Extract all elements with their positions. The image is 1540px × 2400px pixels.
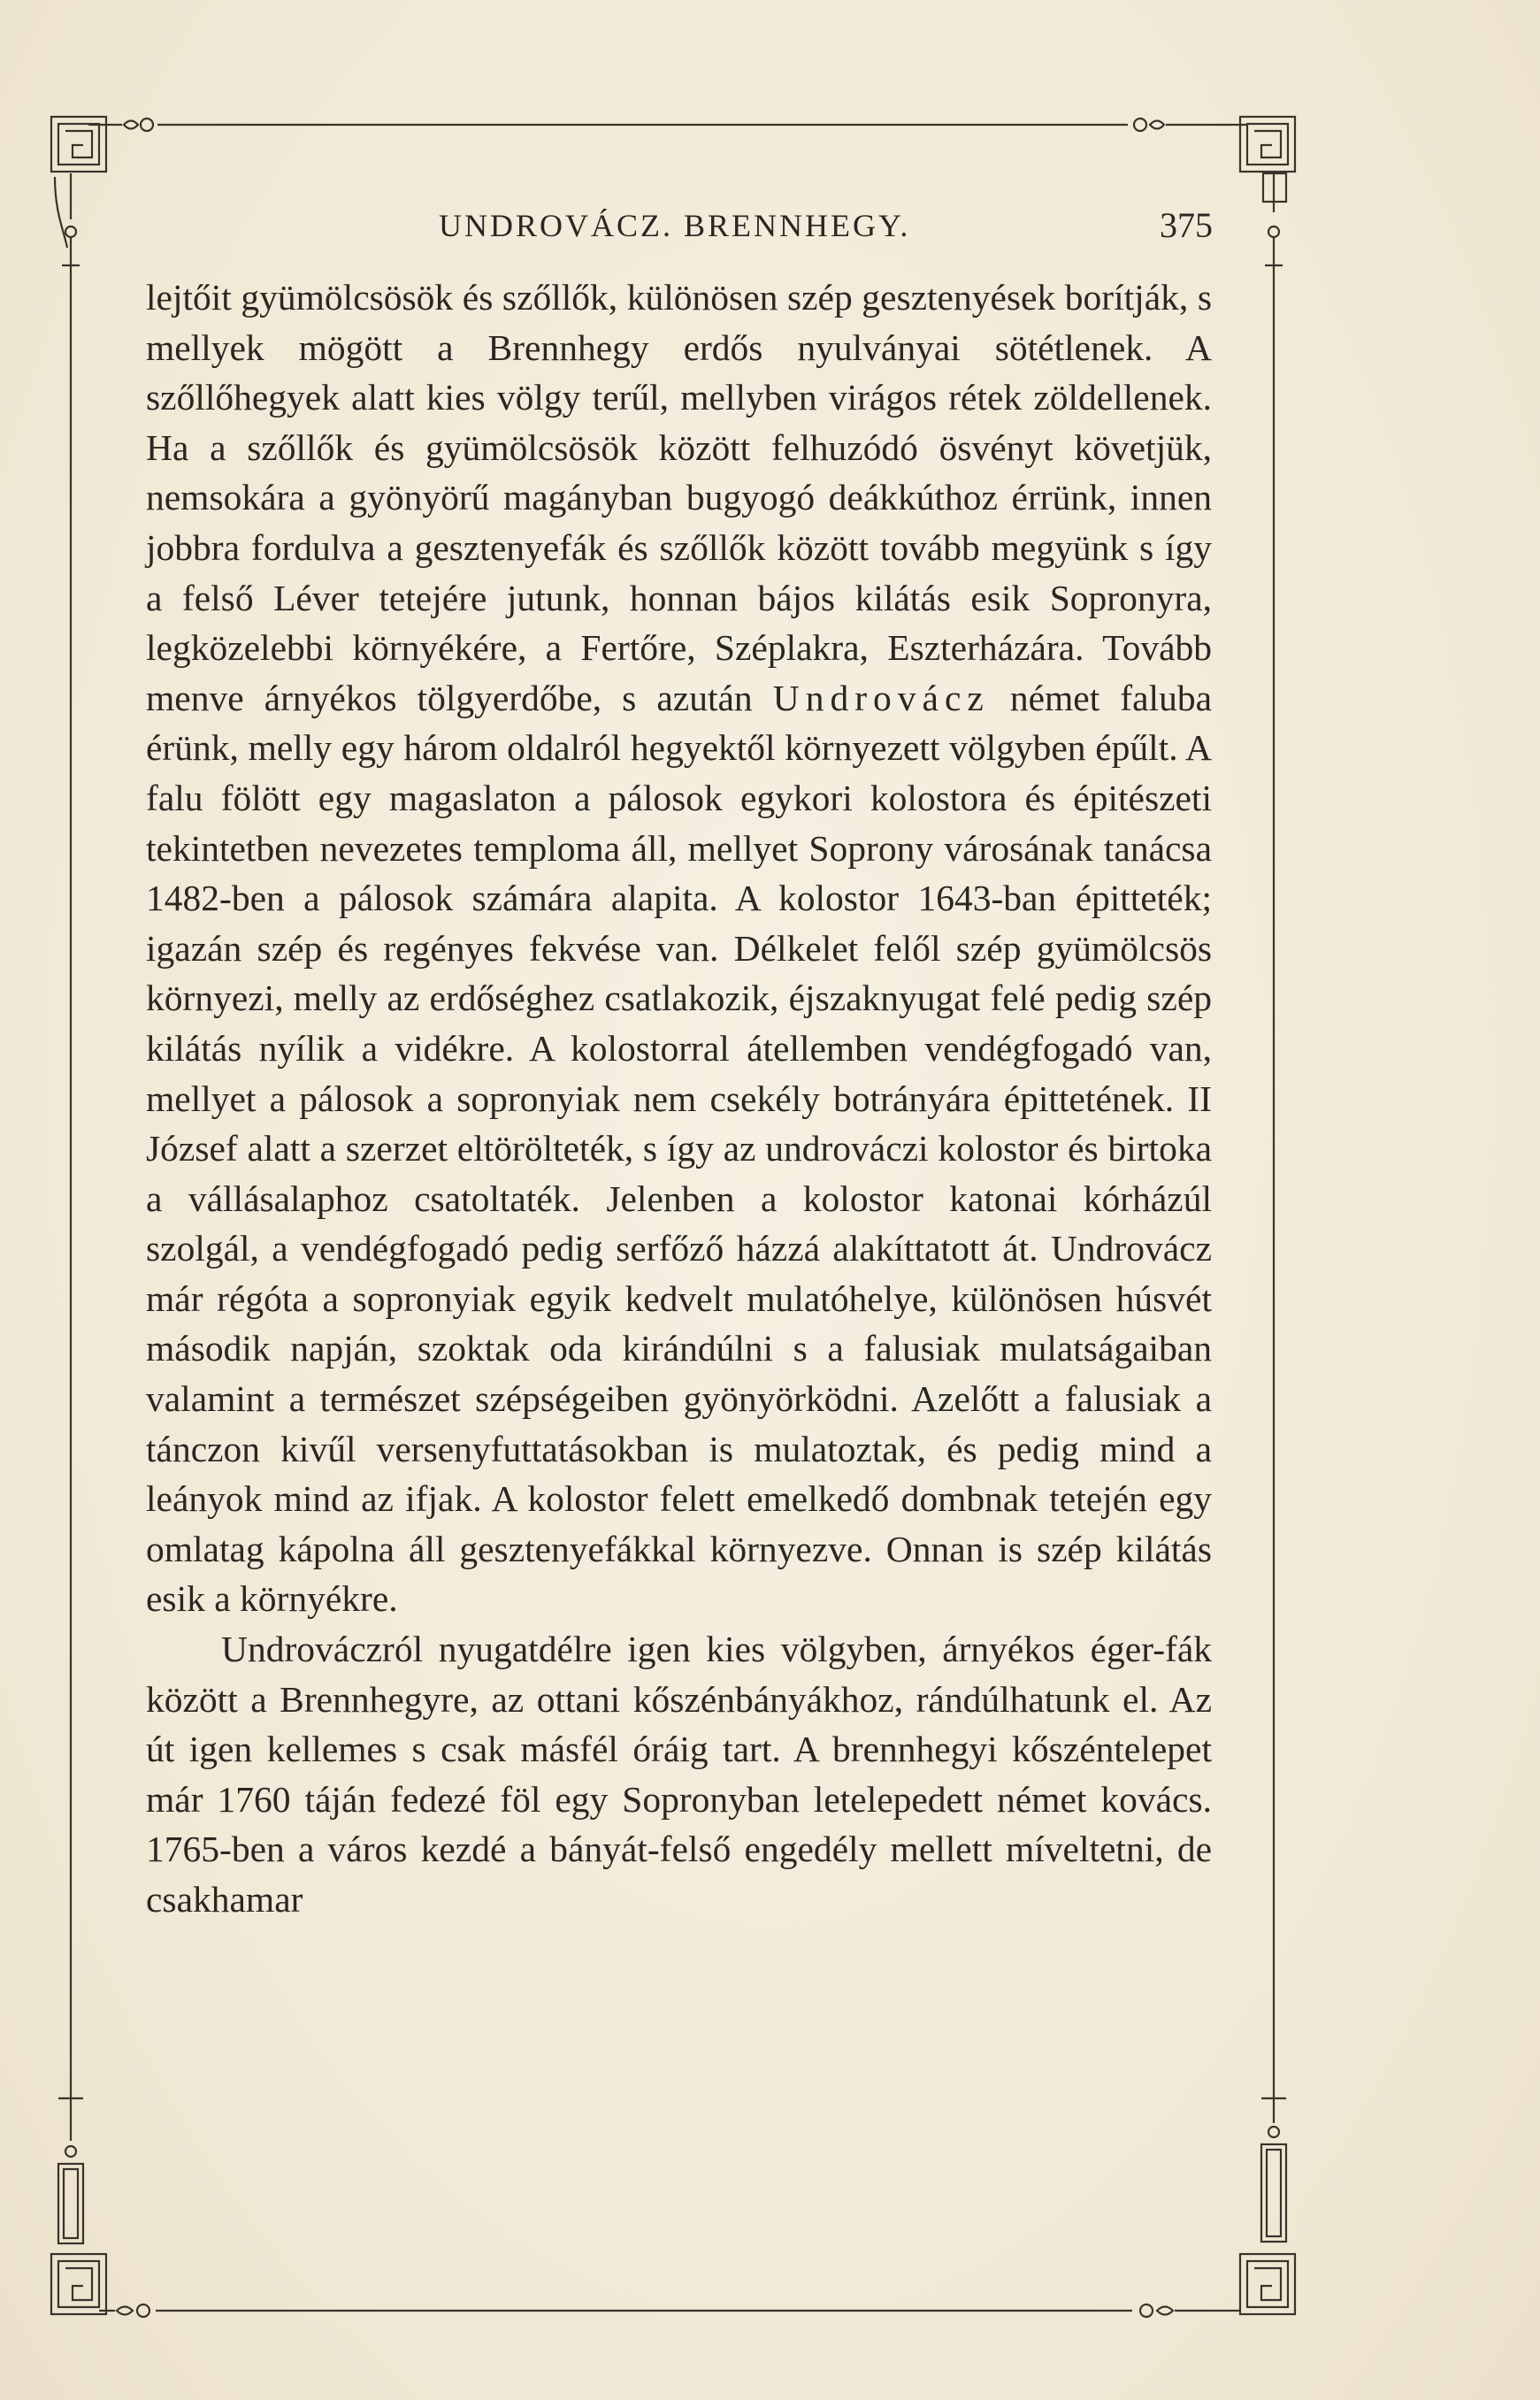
- page-number: 375: [1160, 205, 1213, 245]
- corner-ornament-top-right: [1240, 117, 1295, 280]
- running-head: [0, 199, 1540, 252]
- bottom-rule: [99, 2304, 1240, 2317]
- text-segment: német faluba érünk, melly egy három oldalról hegyektől környezett völgyben épűlt. A falu fölött egy magaslaton a pálosok egykori kolostora és épitészeti tekintetben nevezetes temploma áll, mellyet Soprony városának tanácsa 1482-ben a pálosok számára alapita. A kolostor 1643-ban épitteték; igazán szép és regényes fekvése van. Délkelet felől szép gyümölcsös környezi, melly az erdőséghez csatlakozik, éjszaknyugat felé pedig szép kilátás nyílik a vidékre. A kolostorral átellemben vendégfogadó van, mellyet a pálosok a sopronyiak nem csekély botrányára épittetének. II József alatt a szerzet eltörölteték, s így az undrováczi kolostor és birtoka a vállásalaphoz csatoltaték. Jelenben a kolostor katonai kórházúl szolgál, a vendégfogadó pedig serfőző házzá alakíttatott át. Undrovácz már régóta a sopronyiak egyik kedvelt mulatóhelye, különösen húsvét második napján, szoktak oda kirándúlni s a falusiak mulatságaiban valamint a természet szépségeiben gyönyörködni. Azelőtt a falusiak a tánczon kivűl versenyfuttatásokban is mulatoztak, és pedig mind a leányok mind az ifjak. A kolostor felett emelkedő dombnak tetején egy omlatag kápolna áll gesztenyefákkal környezve. Onnan is szép kilátás esik a környékre.: [146, 677, 1212, 1620]
- corner-ornament-top-left: [51, 117, 106, 280]
- paragraph-2: [146, 1624, 1212, 1925]
- text-segment: lejtőit gyümölcsösök és szőllők, különösen szép gesztenyések borítják, s mellyek mögött a Brennhegy erdős nyulványai sötétlenek. A szőllőhegyek alatt kies völgy terűl, mellyben virágos rétek zöldellenek. Ha a szőllők és gyümölcsösök között felhuzódó ösvényt követjük, nemsokára a gyönyörű magányban bugyogó deákkúthoz érrünk, innen jobbra fordulva a gesztenyefák és szőllők között tovább megyünk s így a felső Léver tetejére jutunk, honnan bájos kilátás esik Sopronyra, legközelebbi környékére, a Fertőre, Széplakra, Eszterházára. Tovább menve árnyékos tölgyerdőbe, s azután: [146, 277, 1212, 718]
- running-head-title: UNDROVÁCZ. BRENNHEGY.: [439, 208, 911, 243]
- body-text: [146, 272, 1212, 1925]
- corner-ornament-bottom-right: [1240, 2026, 1295, 2314]
- top-rule: [88, 119, 1247, 131]
- letterspaced-place-name: Undrovácz: [772, 677, 990, 718]
- corner-ornament-bottom-left: [51, 2070, 106, 2314]
- text-segment: Undrováczról nyugatdélre igen kies völgyben, árnyékos éger-fák között a Brennhegyre, az ottani kőszénbányákhoz, rándúlhatunk el. Az út igen kellemes s csak másfél óráig tart. A brennhegyi kőszéntelepet már 1760 táján fedezé föl egy Sopronyban letelepedett német kovács. 1765-ben a város kezdé a bányát-felső engedély mellett míveltetni, de csakhamar: [146, 1629, 1212, 1920]
- paragraph-1: [146, 272, 1212, 1624]
